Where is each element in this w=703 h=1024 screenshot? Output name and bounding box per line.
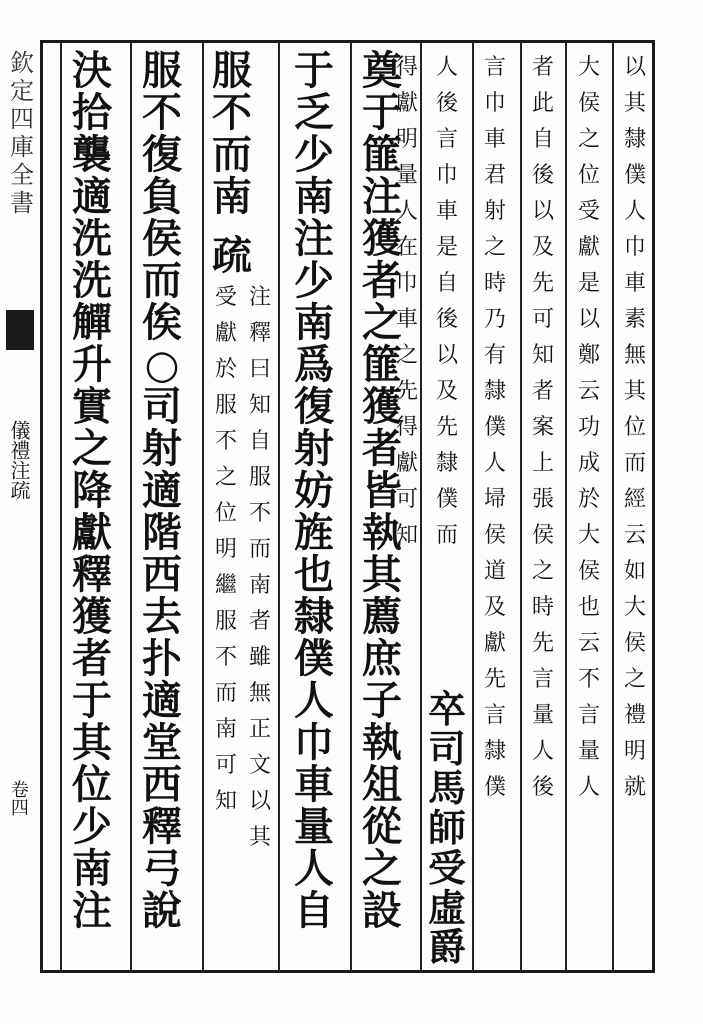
column-char: 者 <box>362 258 402 304</box>
column-char: 僕 <box>435 487 458 512</box>
column-char: 妨 <box>294 468 334 514</box>
column-char: 時 <box>531 595 554 620</box>
column-char: 侯 <box>577 559 600 584</box>
column-char: 南 <box>72 846 112 892</box>
column-char: 執 <box>362 720 402 766</box>
column-char: 弓 <box>142 846 182 892</box>
column-char: 復 <box>294 384 334 430</box>
column-char: 大 <box>577 55 600 80</box>
column-char: 先 <box>395 379 418 404</box>
column-char: 降 <box>72 468 112 514</box>
column-char: 南 <box>294 300 334 346</box>
column-char: 獻 <box>72 510 112 556</box>
column-char: 服 <box>214 393 237 418</box>
text-column <box>292 50 336 932</box>
column-char: 其 <box>72 720 112 766</box>
column-char: 獻 <box>483 631 506 656</box>
column-rule <box>350 42 352 971</box>
column-char: 其 <box>362 552 402 598</box>
column-char: 說 <box>142 888 182 934</box>
column-char: 可 <box>531 307 554 332</box>
column-char: 負 <box>142 174 182 220</box>
column-char: 注 <box>72 888 112 934</box>
column-char: 自 <box>435 271 458 296</box>
column-char: 繼 <box>214 573 237 598</box>
column-char: 君 <box>483 163 506 188</box>
column-char: 隸 <box>483 379 506 404</box>
column-char: 觶 <box>72 300 112 346</box>
column-char: 升 <box>72 342 112 388</box>
column-char: 洗 <box>72 216 112 262</box>
column-char: 以 <box>531 199 554 224</box>
column-char: 量 <box>294 804 334 850</box>
column-char: 奠 <box>362 48 402 94</box>
column-char: 釋 <box>72 552 112 598</box>
column-char: 子 <box>362 678 402 724</box>
column-char: 少 <box>294 132 334 178</box>
column-char: 于 <box>72 678 112 724</box>
column-char: 決 <box>72 48 112 94</box>
column-char: 而 <box>212 132 252 178</box>
column-char: 如 <box>623 559 646 584</box>
column-char: 受 <box>428 845 466 890</box>
column-char: 而 <box>214 681 237 706</box>
column-char: 不 <box>248 501 271 526</box>
column-char: 獻 <box>214 321 237 346</box>
column-char: 服 <box>212 48 252 94</box>
column-char: 自 <box>248 429 271 454</box>
column-char: 獲 <box>72 594 112 640</box>
column-char: 上 <box>531 451 554 476</box>
column-char: 得 <box>395 415 418 440</box>
column-char: 南 <box>214 717 237 742</box>
column-char: 無 <box>248 681 271 706</box>
text-column <box>360 50 404 932</box>
column-char: 先 <box>483 667 506 692</box>
column-char: 人 <box>623 199 646 224</box>
column-char: 俎 <box>362 762 402 808</box>
column-char: 及 <box>435 379 458 404</box>
column-char: 獻 <box>395 91 418 116</box>
column-char: 自 <box>294 888 334 934</box>
column-char: 有 <box>483 343 506 368</box>
margin-header <box>2 50 38 218</box>
column-char: 者 <box>531 379 554 404</box>
column-char: 服 <box>142 48 182 94</box>
column-char: 服 <box>248 465 271 490</box>
column-char: 先 <box>435 415 458 440</box>
column-char: 司 <box>428 726 466 771</box>
column-char: 乏 <box>294 90 334 136</box>
column-char: 皆 <box>362 468 402 514</box>
column-char: 時 <box>483 271 506 296</box>
column-char: 司 <box>142 384 182 430</box>
column-char: 庶 <box>362 636 402 682</box>
margin-page-number <box>8 780 27 816</box>
text-column <box>430 50 464 554</box>
column-char: 釋 <box>142 804 182 850</box>
column-char: 隸 <box>294 594 334 640</box>
column-char: 以 <box>623 55 646 80</box>
column-char: 雖 <box>248 645 271 670</box>
column-char: 注 <box>248 285 271 310</box>
column-char: 射 <box>294 426 334 472</box>
column-char: 爵 <box>428 925 466 970</box>
column-char: 車 <box>435 199 458 224</box>
column-char: 之 <box>623 667 646 692</box>
column-char: 隸 <box>483 739 506 764</box>
column-char: 篚 <box>362 342 402 388</box>
column-char: 巾 <box>483 91 506 116</box>
column-char: 巾 <box>623 235 646 260</box>
text-column <box>212 280 240 820</box>
column-char: 云 <box>623 523 646 548</box>
column-char: 實 <box>72 384 112 430</box>
column-char: 大 <box>623 595 646 620</box>
column-char: 而 <box>248 537 271 562</box>
column-char: 適 <box>72 174 112 220</box>
column-char: 於 <box>214 357 237 382</box>
column-char: 無 <box>623 343 646 368</box>
column-char: 從 <box>362 804 402 850</box>
column-char: 階 <box>142 510 182 556</box>
text-column <box>140 50 184 932</box>
margin-black-block <box>6 310 34 350</box>
column-char: 不 <box>214 429 237 454</box>
column-char: 其 <box>248 825 271 850</box>
column-char: 人 <box>577 775 600 800</box>
column-char: 射 <box>142 426 182 472</box>
column-char: 言 <box>483 703 506 728</box>
column-char: 得 <box>395 55 418 80</box>
column-char: 拾 <box>72 90 112 136</box>
column-char: 受 <box>577 199 600 224</box>
text-column <box>572 50 606 806</box>
column-char: 人 <box>531 739 554 764</box>
book-title-text: 儀禮注疏 <box>7 420 31 500</box>
text-column <box>478 50 512 806</box>
column-char: 者 <box>362 426 402 472</box>
column-rule <box>278 42 280 971</box>
text-column <box>526 50 560 806</box>
column-char: 成 <box>577 451 600 476</box>
margin-book-title <box>8 420 29 500</box>
column-char: 位 <box>623 415 646 440</box>
column-char: 位 <box>577 163 600 188</box>
column-char: 其 <box>623 379 646 404</box>
column-char: 以 <box>435 343 458 368</box>
column-char: 後 <box>435 307 458 332</box>
column-rule <box>520 42 522 971</box>
column-char: 旌 <box>294 510 334 556</box>
column-char: 侯 <box>483 523 506 548</box>
column-char: 獻 <box>577 235 600 260</box>
column-char: 薦 <box>362 594 402 640</box>
column-char: 受 <box>214 285 237 310</box>
column-char: 而 <box>142 258 182 304</box>
column-char: 不 <box>577 667 600 692</box>
column-char: 之 <box>531 559 554 584</box>
column-char: 是 <box>577 271 600 296</box>
column-char: 侯 <box>623 631 646 656</box>
column-char: 知 <box>531 343 554 368</box>
column-char: 不 <box>214 645 237 670</box>
margin-header-label: 欽定四庫全書 <box>5 50 34 218</box>
column-char: 其 <box>623 91 646 116</box>
column-char: 西 <box>142 552 182 598</box>
column-char: 人 <box>294 846 334 892</box>
text-column <box>212 235 252 277</box>
column-char: 適 <box>142 678 182 724</box>
column-char: 位 <box>214 501 237 526</box>
column-char: 之 <box>72 426 112 472</box>
column-char: 西 <box>142 762 182 808</box>
column-char: 僕 <box>483 775 506 800</box>
column-char: 云 <box>577 631 600 656</box>
column-char: 後 <box>531 163 554 188</box>
column-char: 之 <box>214 465 237 490</box>
column-rule <box>130 42 132 971</box>
column-char: 功 <box>577 415 600 440</box>
column-char: 量 <box>395 163 418 188</box>
column-char: 隸 <box>623 127 646 152</box>
column-char: 釋 <box>248 321 271 346</box>
column-char: 去 <box>142 594 182 640</box>
column-char: 適 <box>142 468 182 514</box>
column-char: 注 <box>362 174 402 220</box>
page-number-text: 卷四 <box>7 780 29 816</box>
column-char: 設 <box>362 888 402 934</box>
column-char: 堂 <box>142 720 182 766</box>
column-char: 服 <box>214 609 237 634</box>
column-char: 之 <box>395 343 418 368</box>
text-column <box>212 50 252 218</box>
column-char: 文 <box>248 753 271 778</box>
column-char: 南 <box>294 174 334 220</box>
column-char: 不 <box>142 90 182 136</box>
column-char: 言 <box>531 667 554 692</box>
column-char: 人 <box>294 678 334 724</box>
column-char: 曰 <box>248 357 271 382</box>
column-char: 南 <box>212 174 252 220</box>
column-char: 後 <box>531 775 554 800</box>
column-char: 正 <box>248 717 271 742</box>
column-char: 也 <box>577 595 600 620</box>
column-char: 素 <box>623 307 646 332</box>
column-char: 此 <box>531 91 554 116</box>
column-char: 言 <box>577 703 600 728</box>
column-char: 洗 <box>72 258 112 304</box>
column-char: 云 <box>577 379 600 404</box>
column-rule <box>565 42 567 971</box>
column-char: 知 <box>248 393 271 418</box>
column-rule <box>472 42 474 971</box>
column-char: 襲 <box>72 132 112 178</box>
column-char: 而 <box>623 451 646 476</box>
column-char: 車 <box>483 127 506 152</box>
column-char: 虛 <box>428 885 466 930</box>
column-char: 以 <box>577 307 600 332</box>
column-char: 少 <box>72 804 112 850</box>
column-char: 車 <box>623 271 646 296</box>
column-char: 篚 <box>362 132 402 178</box>
column-char: 巾 <box>395 271 418 296</box>
column-char: 自 <box>531 127 554 152</box>
column-char: 隸 <box>435 451 458 476</box>
column-char: 車 <box>294 762 334 808</box>
column-char: 人 <box>395 199 418 224</box>
text-column <box>426 687 468 970</box>
column-char: 在 <box>395 235 418 260</box>
column-char: 先 <box>531 631 554 656</box>
column-char: 先 <box>531 271 554 296</box>
column-char: 後 <box>435 91 458 116</box>
column-char: 少 <box>294 258 334 304</box>
column-char: 也 <box>294 552 334 598</box>
column-char: ○ <box>144 342 180 388</box>
column-char: 言 <box>435 127 458 152</box>
column-char: 于 <box>294 48 334 94</box>
column-char: 埽 <box>483 487 506 512</box>
column-char: 疏 <box>212 233 252 279</box>
column-char: 者 <box>72 636 112 682</box>
column-char: 而 <box>435 523 458 548</box>
column-char: 可 <box>395 487 418 512</box>
column-char: 于 <box>362 90 402 136</box>
column-char: 復 <box>142 132 182 178</box>
column-char: 者 <box>531 55 554 80</box>
column-char: 之 <box>577 127 600 152</box>
column-char: 大 <box>577 523 600 548</box>
column-char: 及 <box>483 595 506 620</box>
column-char: 鄭 <box>577 343 600 368</box>
column-char: 扑 <box>142 636 182 682</box>
column-char: 僕 <box>623 163 646 188</box>
column-char: 侯 <box>142 216 182 262</box>
column-char: 侯 <box>531 523 554 548</box>
column-char: 獲 <box>362 384 402 430</box>
column-char: 以 <box>248 789 271 814</box>
column-char: 明 <box>214 537 237 562</box>
column-char: 巾 <box>294 720 334 766</box>
column-char: 之 <box>483 235 506 260</box>
column-char: 獲 <box>362 216 402 262</box>
text-column <box>70 50 114 932</box>
column-char: 位 <box>72 762 112 808</box>
column-char: 僕 <box>294 636 334 682</box>
column-char: 是 <box>435 235 458 260</box>
column-char: 僕 <box>483 415 506 440</box>
text-frame <box>40 40 655 973</box>
column-char: 侯 <box>577 91 600 116</box>
column-char: 射 <box>483 199 506 224</box>
column-char: 人 <box>483 451 506 476</box>
column-char: 師 <box>428 806 466 851</box>
column-char: 於 <box>577 487 600 512</box>
column-char: 車 <box>395 307 418 332</box>
column-char: 乃 <box>483 307 506 332</box>
column-char: 者 <box>248 609 271 634</box>
column-char: 禮 <box>623 703 646 728</box>
column-char: 俟 <box>142 300 182 346</box>
column-char: 知 <box>214 789 237 814</box>
column-rule <box>612 42 614 971</box>
column-char: 及 <box>531 235 554 260</box>
column-char: 巾 <box>435 163 458 188</box>
text-column <box>618 50 652 806</box>
column-char: 案 <box>531 415 554 440</box>
column-char: 注 <box>294 216 334 262</box>
column-char: 人 <box>435 55 458 80</box>
column-char: 量 <box>577 739 600 764</box>
column-char: 明 <box>395 127 418 152</box>
column-char: 卒 <box>428 687 466 731</box>
column-char: 可 <box>214 753 237 778</box>
column-char: 就 <box>623 775 646 800</box>
text-column <box>246 280 274 856</box>
column-rule <box>202 42 204 971</box>
column-char: 獻 <box>395 451 418 476</box>
column-char: 量 <box>531 703 554 728</box>
column-char: 執 <box>362 510 402 556</box>
column-char: 張 <box>531 487 554 512</box>
column-char: 知 <box>395 523 418 548</box>
column-char: 言 <box>483 55 506 80</box>
column-char: 南 <box>248 573 271 598</box>
column-char: 明 <box>623 739 646 764</box>
column-char: 道 <box>483 559 506 584</box>
column-char: 之 <box>362 300 402 346</box>
column-char: 之 <box>362 846 402 892</box>
column-rule <box>60 42 62 971</box>
column-char: 不 <box>212 90 252 136</box>
column-char: 經 <box>623 487 646 512</box>
column-char: 馬 <box>428 766 466 811</box>
column-char: 爲 <box>294 342 334 388</box>
